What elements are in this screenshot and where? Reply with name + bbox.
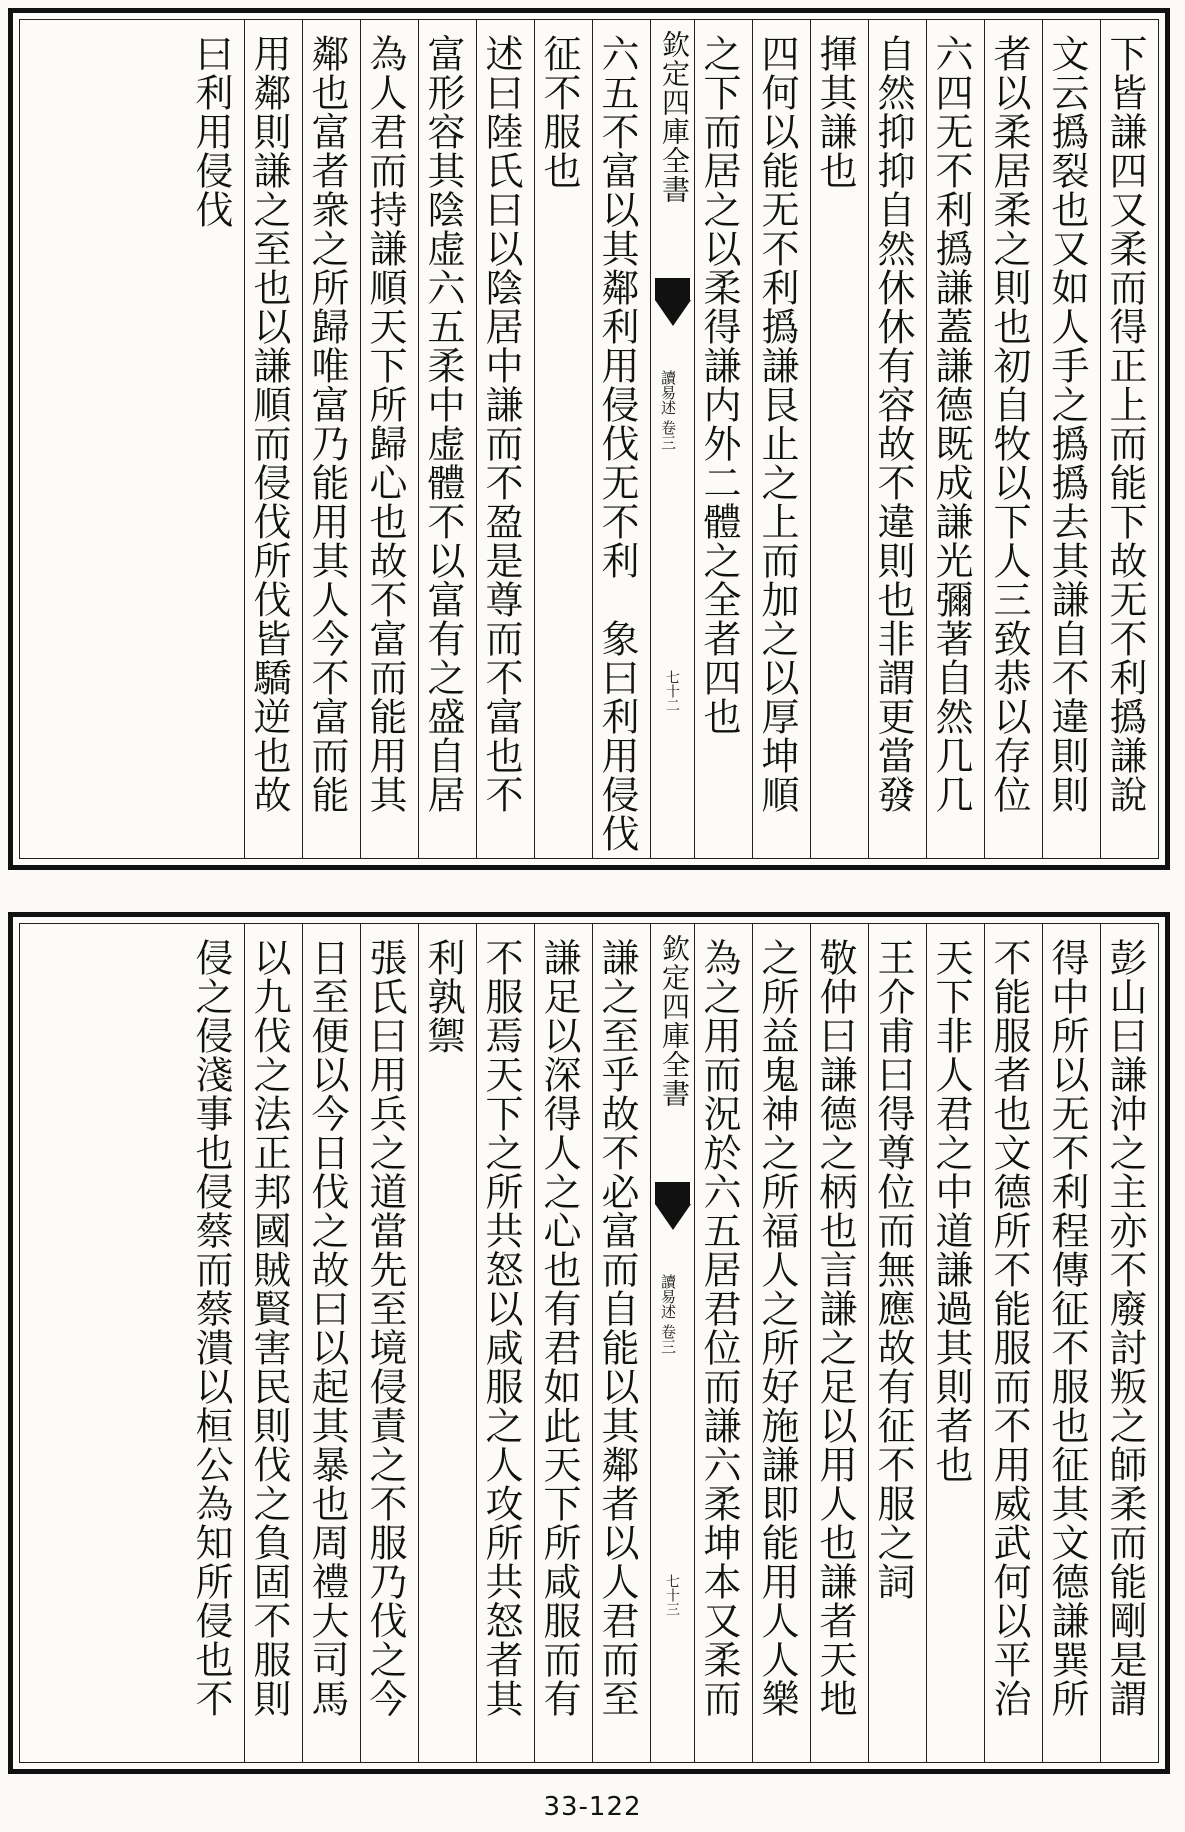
fishtail-mark-icon <box>655 278 690 334</box>
text-column: 謙之至乎故不必富而自能以其鄰者以人君而至 <box>592 924 650 1762</box>
text-column: 之下而居之以柔得謙内外二體之全者四也 <box>694 20 752 858</box>
page-number: 33-122 <box>543 1792 642 1822</box>
text-column: 得中所以无不利程傳征不服也征其文德謙巽所 <box>1042 924 1100 1762</box>
text-column: 四何以能无不利撝謙艮止之上而加之以厚坤順 <box>752 20 810 858</box>
text-column: 為之用而況於六五居君位而謙六柔坤本又柔而 <box>694 924 752 1762</box>
bottom-page <box>8 912 1170 1774</box>
text-column: 六五不富以其鄰利用侵伐无不利 象曰利用侵伐 <box>592 20 650 858</box>
text-column: 利孰禦 <box>418 924 476 1762</box>
running-title: 欽定四庫全書 <box>658 934 691 1108</box>
top-page-frame <box>19 19 1159 859</box>
text-column: 六四无不利撝謙蓋謙德既成謙光彌著自然几几 <box>926 20 984 858</box>
text-column: 以九伐之法正邦國賊賢害民則伐之負固不服則 <box>244 924 302 1762</box>
text-column: 為人君而持謙順天下所歸心也故不富而能用其 <box>360 20 418 858</box>
text-column: 不能服者也文德所不能服而不用威武何以平治 <box>984 924 1042 1762</box>
text-column: 之所益鬼神之所福人之所好施謙即能用人人樂 <box>752 924 810 1762</box>
book-title: 讀易述 卷三 <box>659 1274 677 1354</box>
text-column: 用鄰則謙之至也以謙順而侵伐所伐皆驕逆也故 <box>244 20 302 858</box>
text-column: 者以柔居柔之則也初自牧以下人三致恭以存位 <box>984 20 1042 858</box>
text-column: 下皆謙四又柔而得正上而能下故无不利撝謙說 <box>1100 20 1158 858</box>
folio-number: 七十二 <box>664 670 680 712</box>
text-column: 征不服也 <box>534 20 592 858</box>
text-column: 述曰陸氏曰以陰居中謙而不盈是尊而不富也不 <box>476 20 534 858</box>
text-column: 侵之侵淺事也侵蔡而蔡潰以桓公為知所侵也不 <box>189 938 233 1718</box>
text-column: 日至便以今日伐之故曰以起其暴也周禮大司馬 <box>302 924 360 1762</box>
text-column: 富形容其陰虚六五柔中虚體不以富有之盛自居 <box>418 20 476 858</box>
book-title: 讀易述 卷三 <box>659 370 677 450</box>
text-column: 張氏曰用兵之道當先至境侵責之不服乃伐之今 <box>360 924 418 1762</box>
text-column: 文云撝裂也又如人手之撝撝去其謙自不違則則 <box>1042 20 1100 858</box>
running-title: 欽定四庫全書 <box>658 30 691 204</box>
text-column: 揮其謙也 <box>810 20 868 858</box>
text-column: 彭山曰謙沖之主亦不廢討叛之師柔而能剛是謂 <box>1100 924 1158 1762</box>
text-column: 自然抑抑自然休休有容故不違則也非謂更當發 <box>868 20 926 858</box>
fishtail-mark-icon <box>655 1182 690 1238</box>
top-page <box>8 8 1170 870</box>
text-column: 鄰也富者衆之所歸唯富乃能用其人今不富而能 <box>302 20 360 858</box>
text-column: 王介甫曰得尊位而無應故有征不服之詞 <box>868 924 926 1762</box>
center-margin <box>650 924 694 1762</box>
folio-number: 七十三 <box>664 1574 680 1616</box>
text-column: 天下非人君之中道謙過其則者也 <box>926 924 984 1762</box>
text-column: 敬仲曰謙德之柄也言謙之足以用人也謙者天地 <box>810 924 868 1762</box>
bottom-page-frame <box>19 923 1159 1763</box>
text-column: 曰利用侵伐 <box>189 34 233 229</box>
text-column: 謙足以深得人之心也有君如此天下所咸服而有 <box>534 924 592 1762</box>
center-margin <box>650 20 694 858</box>
text-column: 不服焉天下之所共怒以咸服之人攻所共怒者其 <box>476 924 534 1762</box>
